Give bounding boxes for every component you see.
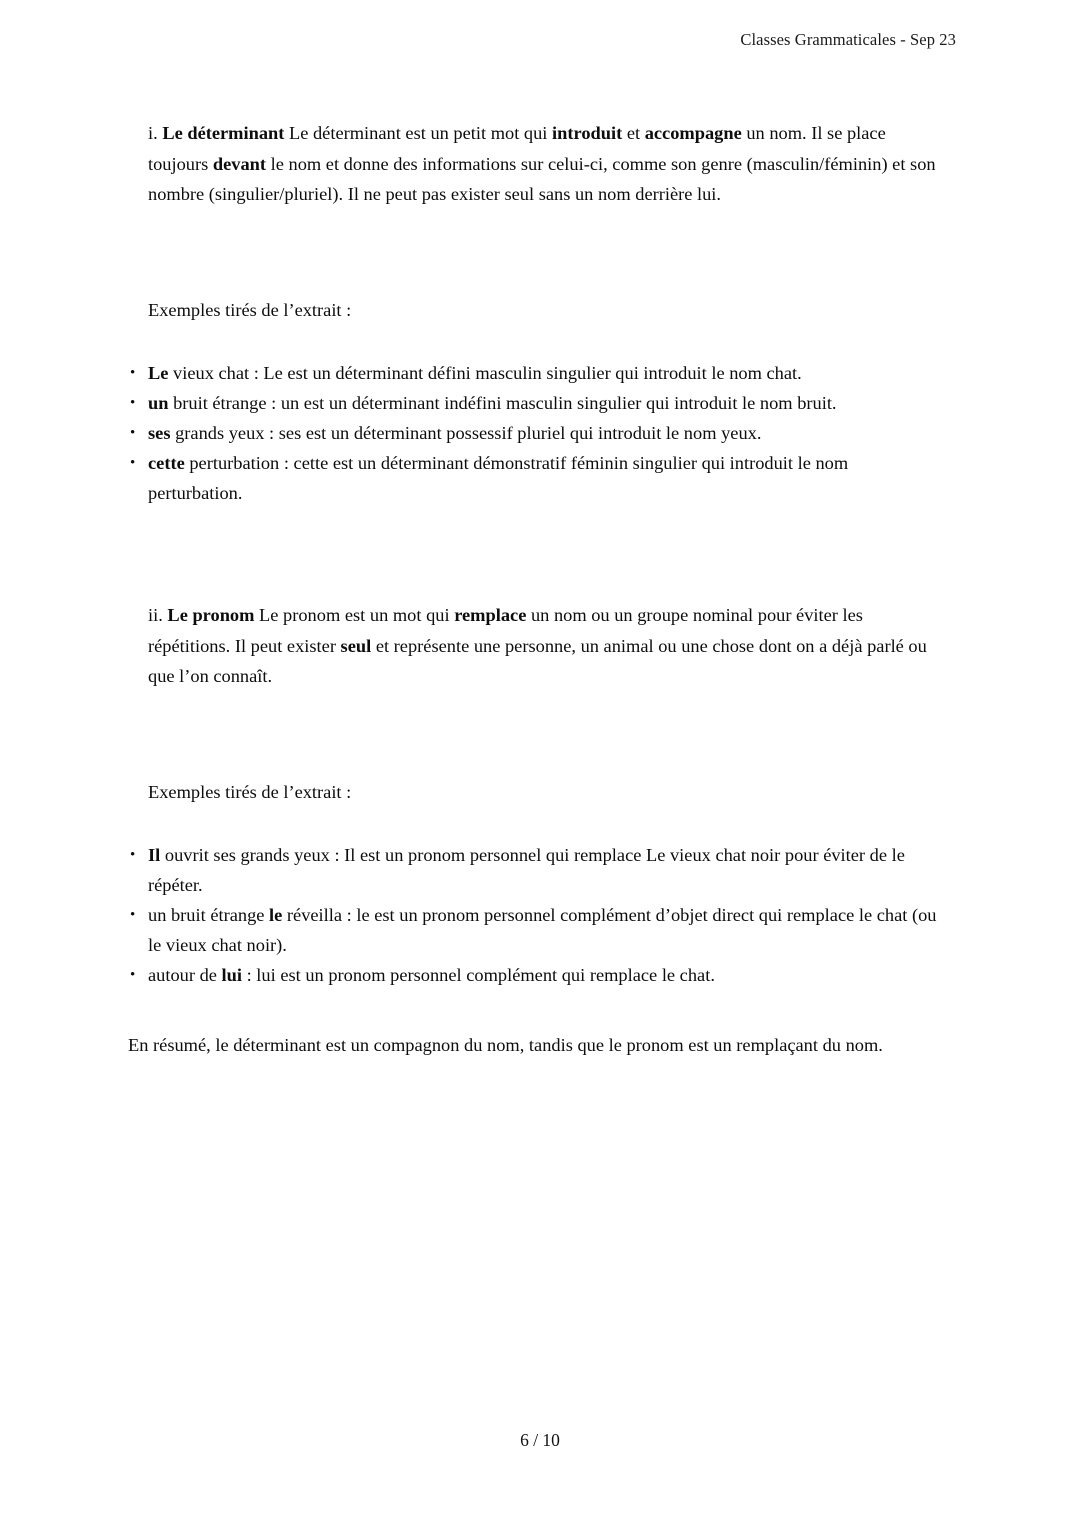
spacer	[128, 692, 940, 777]
bullet-marker-icon: •	[130, 425, 136, 441]
section-1-text-d: le nom et donne des informations sur celui-ci, comme son genre (masculin/féminin) et son nombre (singulier/pluriel). Il ne peut pas exister seul sans un nom derrière lui.	[148, 153, 936, 204]
section-2-bold-seul: seul	[340, 635, 372, 656]
bullet-lead-word: lui	[221, 965, 242, 985]
bullet-text: : lui est un pronom personnel complément qui remplace le chat.	[242, 965, 715, 985]
section-1-heading: Le déterminant	[162, 123, 285, 143]
bullet-lead-word: un	[148, 393, 169, 413]
spacer	[128, 508, 940, 600]
section-1-bold-accompagne: accompagne	[644, 123, 742, 143]
section-1-paragraph	[148, 118, 940, 210]
bullet-lead-word: Il	[148, 845, 161, 865]
bullet-lead-word: cette	[148, 453, 185, 473]
section-1-examples-label: Exemples tirés de l’extrait :	[148, 299, 352, 320]
bullet-text: perturbation : cette est un déterminant démonstratif féminin singulier qui introduit le nom perturbation.	[148, 453, 849, 503]
section-2-examples-label: Exemples tirés de l’extrait :	[148, 781, 352, 802]
bullet-prefix: autour de	[148, 965, 222, 985]
list-item	[128, 448, 940, 508]
summary-paragraph: En résumé, le déterminant est un compagnon du nom, tandis que le pronom est un remplaçant du nom.	[128, 1035, 883, 1055]
section-1-text-a: Le déterminant est un petit mot qui	[284, 123, 553, 143]
bullet-marker-icon: •	[130, 395, 136, 411]
running-header: Classes Grammaticales - Sep 23	[740, 30, 956, 49]
spacer	[128, 807, 940, 840]
section-2-text-c: et représente une personne, un animal ou une chose dont on a déjà parlé ou que l’on connaît.	[148, 635, 927, 686]
section-1-bold-introduit: introduit	[552, 123, 623, 143]
section-1-text-c: un nom. Il se place toujours	[148, 123, 886, 174]
bullet-text: vieux chat : Le est un déterminant défini masculin singulier qui introduit le nom chat.	[168, 363, 802, 383]
bullet-marker-icon: •	[130, 365, 136, 381]
page-number-footer: 6 / 10	[520, 1430, 560, 1450]
list-item	[128, 418, 940, 448]
section-2-text-b: un nom ou un groupe nominal pour éviter les répétitions. Il peut exister	[148, 605, 863, 656]
section-2-bullet-list	[128, 840, 940, 990]
bullet-lead-word: ses	[148, 423, 171, 443]
spacer	[128, 210, 940, 295]
bullet-text: ouvrit ses grands yeux : Il est un pronom personnel qui remplace Le vieux chat noir pour éviter de le répéter.	[148, 845, 905, 895]
bullet-prefix: un bruit étrange	[148, 905, 270, 925]
section-1-bold-devant: devant	[212, 153, 267, 174]
bullet-marker-icon: •	[130, 967, 136, 983]
section-2-number: ii.	[148, 605, 168, 625]
bullet-marker-icon: •	[130, 455, 136, 471]
bullet-lead-word: le	[269, 905, 283, 925]
section-1-text-b: et	[622, 123, 645, 143]
list-item	[128, 358, 940, 388]
bullet-lead-word: Le	[148, 363, 169, 383]
section-2-bold-remplace: remplace	[454, 605, 527, 625]
document-body	[128, 118, 940, 1061]
list-item	[128, 900, 940, 960]
section-1-bullet-list	[128, 358, 940, 508]
section-2-paragraph	[148, 600, 940, 692]
list-item	[128, 388, 940, 418]
spacer	[128, 990, 940, 1030]
bullet-text: grands yeux : ses est un déterminant possessif pluriel qui introduit le nom yeux.	[170, 423, 762, 443]
bullet-marker-icon: •	[130, 847, 136, 863]
list-item	[128, 960, 940, 990]
section-2-text-a: Le pronom est un mot qui	[254, 605, 455, 625]
list-item	[128, 840, 940, 900]
section-1-number: i.	[148, 123, 163, 143]
bullet-text: bruit étrange : un est un déterminant indéfini masculin singulier qui introduit le nom bruit.	[168, 393, 837, 413]
spacer	[128, 325, 940, 358]
bullet-marker-icon: •	[130, 907, 136, 923]
bullet-text: réveilla : le est un pronom personnel complément d’objet direct qui remplace le chat (ou le vieux chat noir).	[148, 905, 937, 955]
section-2-heading: Le pronom	[167, 605, 255, 625]
